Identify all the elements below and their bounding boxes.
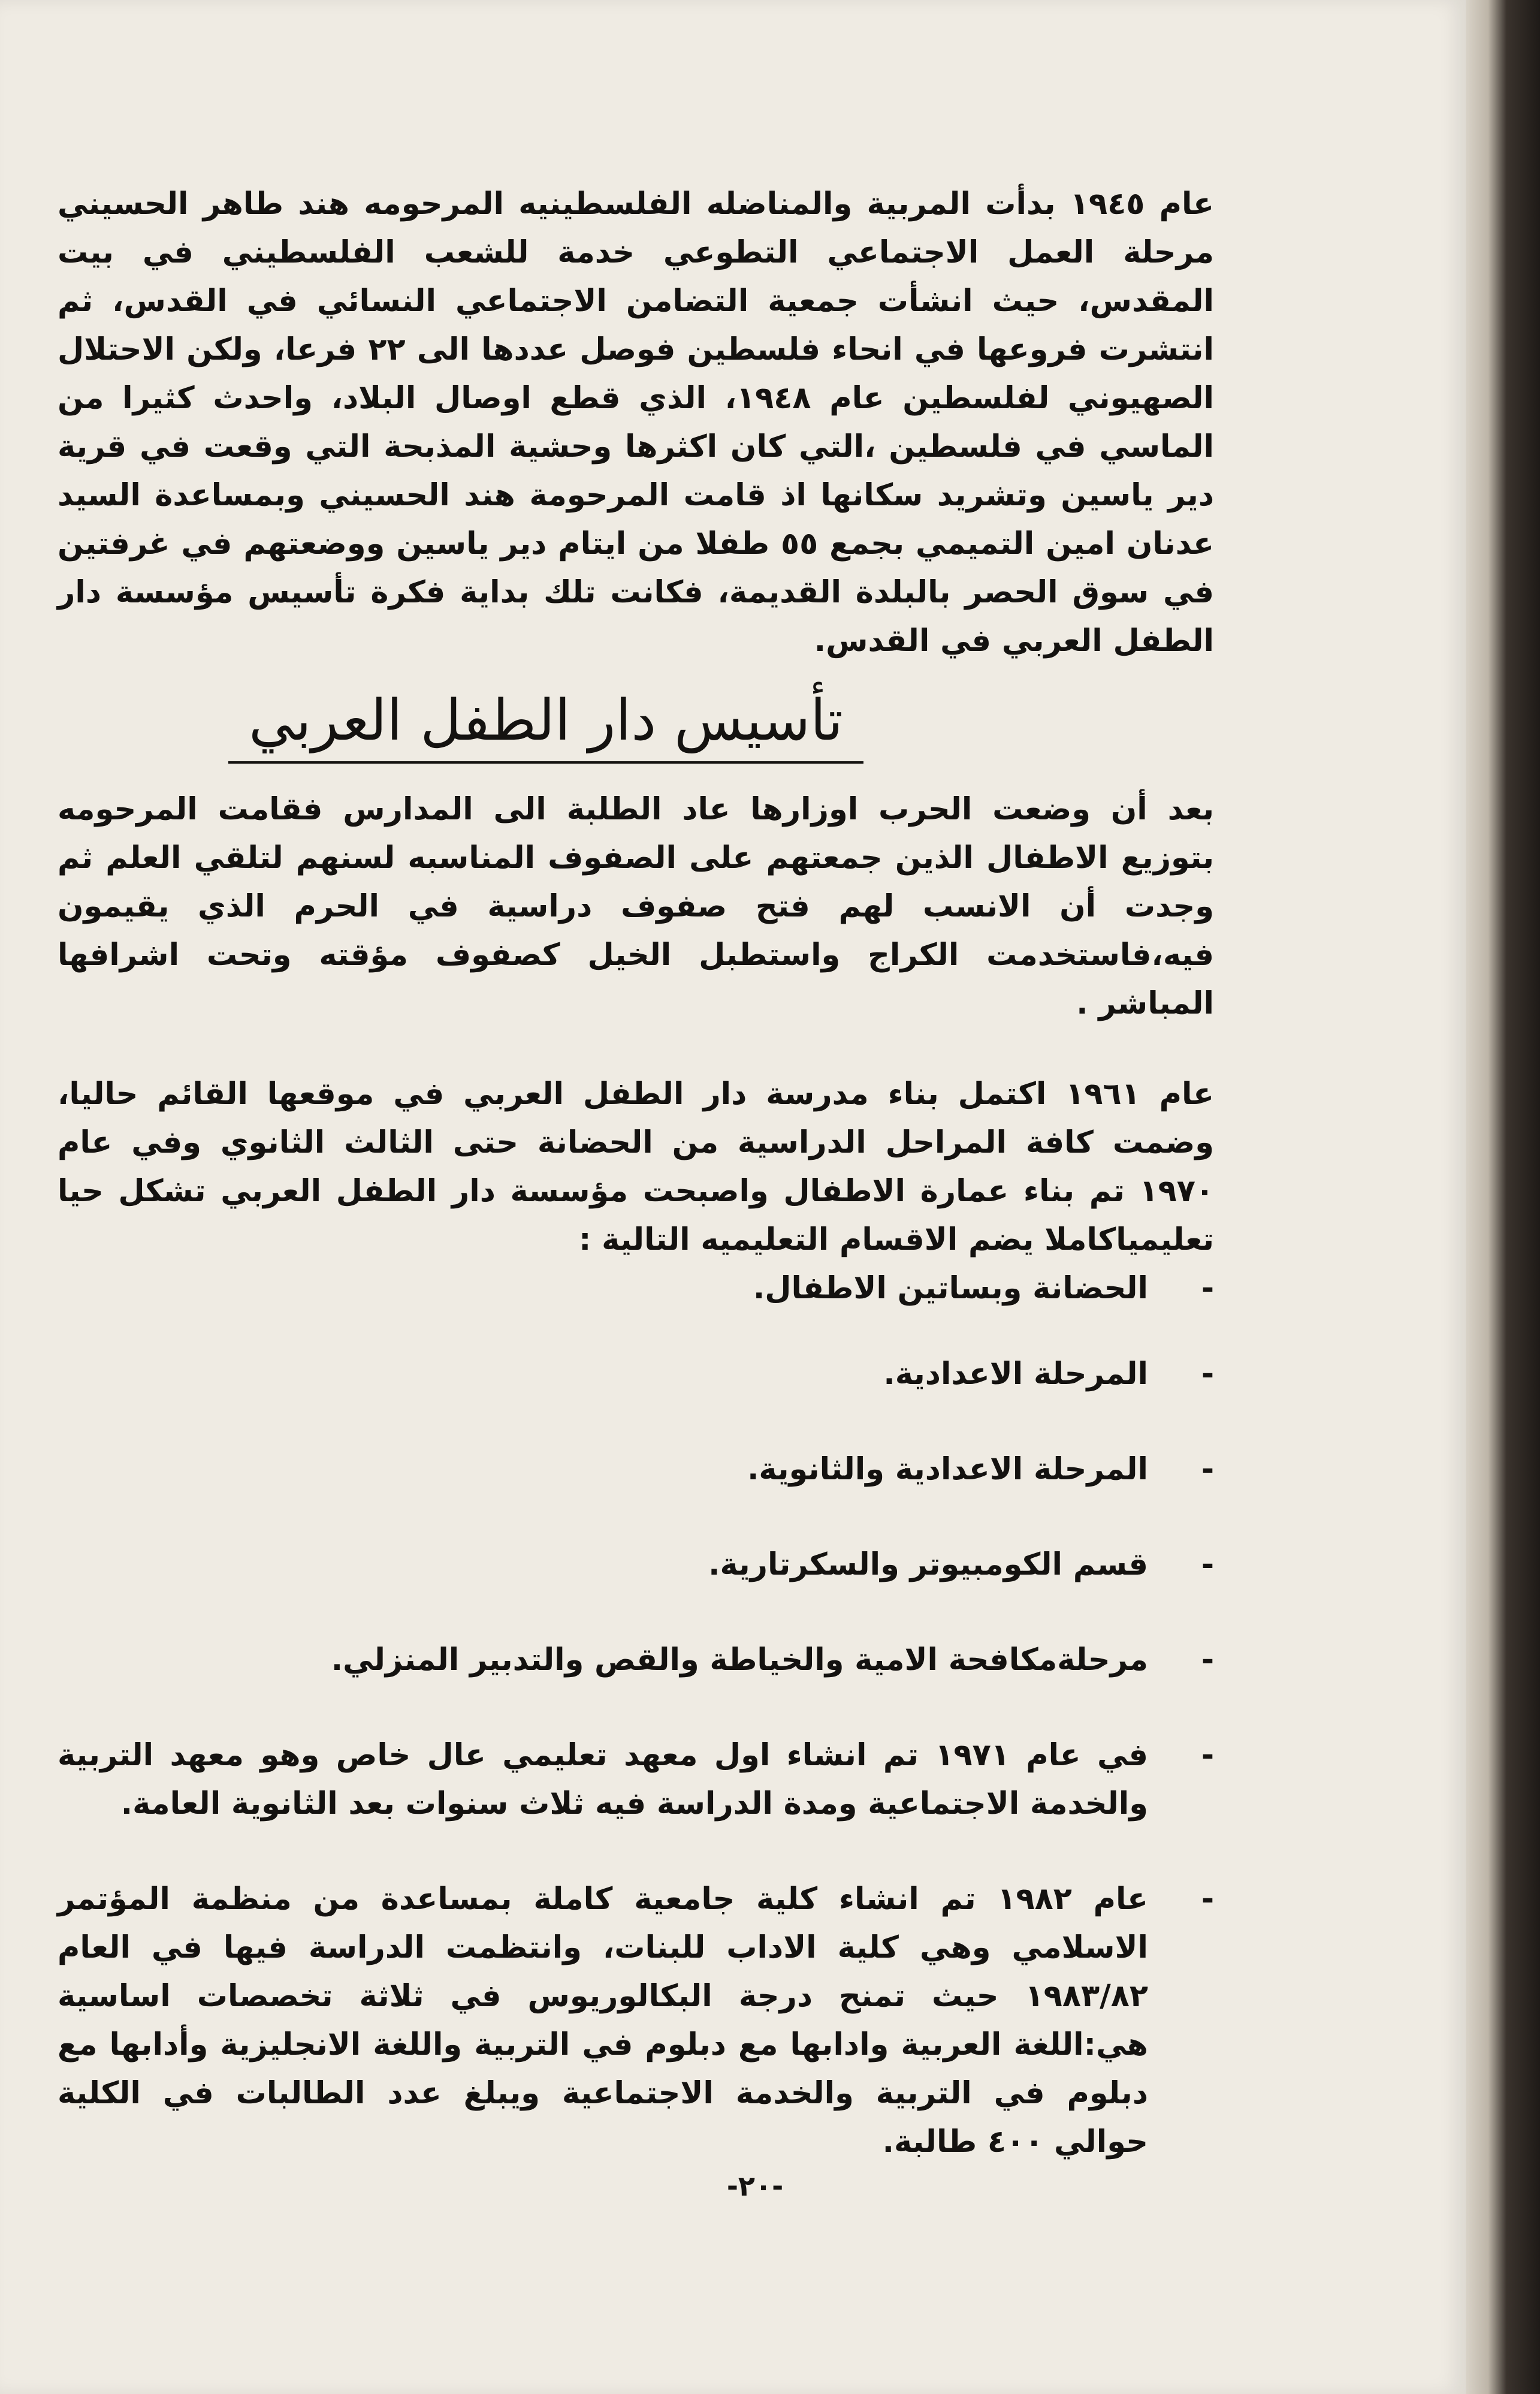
departments-list	[58, 1264, 1214, 2166]
list-dash: -	[1201, 1271, 1214, 1306]
list-item	[58, 1731, 1214, 1828]
list-item-text: الحضانة وبساتين الاطفال.	[753, 1271, 1148, 1306]
after-war-paragraph: بعد أن وضعت الحرب اوزارها عاد الطلبة الى المدارس فقامت المرحومه بتوزيع الاطفال الذين جمعتهم على الصفوف المناسبه لسنهم لتلقي العلم ثم وجدت أن الانسب لهم فتح صفوف دراسية في الحرم الذي يقيمون فيه،فاستخدمت الكراج واستطبل الخيل كصفوف مؤقته وتحت اشرافها المباشر .	[58, 792, 1214, 1021]
list-item	[58, 1264, 1214, 1313]
list-dash: -	[1201, 1642, 1214, 1678]
list-item	[58, 1875, 1214, 2166]
intro-paragraph: عام ١٩٤٥ بدأت المربية والمناضله الفلسطينيه المرحومه هند طاهر الحسيني مرحلة العمل الاجتماعي التطوعي خدمة للشعب الفلسطيني في بيت المقدس، حيث انشأت جمعية التضامن الاجتماعي النسائي في القدس، ثم انتشرت فروعها في انحاء فلسطين فوصل عددها الى ٢٢ فرعا، ولكن الاحتلال الصهيوني لفلسطين عام ١٩٤٨، الذي قطع اوصال البلاد، واحدث كثيرا من الماسي في فلسطين ،التي كان اكثرها وحشية المذبحة التي وقعت في قرية دير ياسين وتشريد سكانها اذ قامت المرحومة هند الحسيني وبمساعدة السيد عدنان امين التميمي بجمع ٥٥ طفلا من ايتام دير ياسين ووضعتهم في غرفتين في سوق الحصر بالبلدة القديمة، فكانت تلك بداية فكرة تأسيس مؤسسة دار الطفل العربي في القدس.	[58, 186, 1215, 659]
section-title-wrap	[58, 686, 1214, 764]
paragraph-gap	[58, 1028, 1214, 1070]
list-item	[58, 1445, 1214, 1494]
list-item	[58, 1540, 1214, 1589]
list-dash: -	[1201, 1356, 1214, 1392]
list-dash: -	[1201, 1547, 1214, 1582]
page-number: -٢٠-	[726, 2170, 784, 2202]
book-edge	[1466, 0, 1540, 2394]
list-dash: -	[1201, 1882, 1214, 1917]
list-item-text: المرحلة الاعدادية والثانوية.	[747, 1452, 1148, 1487]
list-item-text: المرحلة الاعدادية.	[883, 1356, 1148, 1392]
list-item-text: مرحلةمكافحة الامية والخياطة والقص والتدبير المنزلي.	[331, 1642, 1148, 1678]
list-item	[58, 1636, 1214, 1684]
page-content	[58, 180, 1214, 2166]
year-1961-paragraph: عام ١٩٦١ اكتمل بناء مدرسة دار الطفل العربي في موقعها القائم حاليا، وضمت كافة المراحل الدراسية من الحضانة حتى الثالث الثانوي وفي عام ١٩٧٠ تم بناء عمارة الاطفال واصبحت مؤسسة دار الطفل العربي تشكل حيا تعليمياكاملا يضم الاقسام التعليميه التالية :	[58, 1077, 1214, 1258]
list-dash: -	[1201, 1738, 1214, 1773]
section-title: تأسيس دار الطفل العربي	[228, 686, 863, 764]
list-item-text: في عام ١٩٧١ تم انشاء اول معهد تعليمي عال خاص وهو معهد التربية والخدمة الاجتماعية ومدة الدراسة فيه ثلاث سنوات بعد الثانوية العامة.	[58, 1738, 1148, 1822]
list-item-text: عام ١٩٨٢ تم انشاء كلية جامعية كاملة بمساعدة من منظمة المؤتمر الاسلامي وهي كلية الاداب للبنات، وانتظمت الدراسة فيها في العام ١٩٨٣/٨٢ حيث تمنح درجة البكالوريوس في ثلاثة تخصصات اساسية هي:اللغة العربية وادابها مع دبلوم في التربية واللغة الانجليزية وأدابها مع دبلوم في التربية والخدمة الاجتماعية ويبلغ عدد الطالبات في الكلية حوالي ٤٠٠ طالبة.	[58, 1882, 1148, 2160]
list-item-text: قسم الكومبيوتر والسكرتارية.	[708, 1547, 1148, 1582]
list-dash: -	[1201, 1452, 1214, 1487]
list-item	[58, 1350, 1214, 1398]
